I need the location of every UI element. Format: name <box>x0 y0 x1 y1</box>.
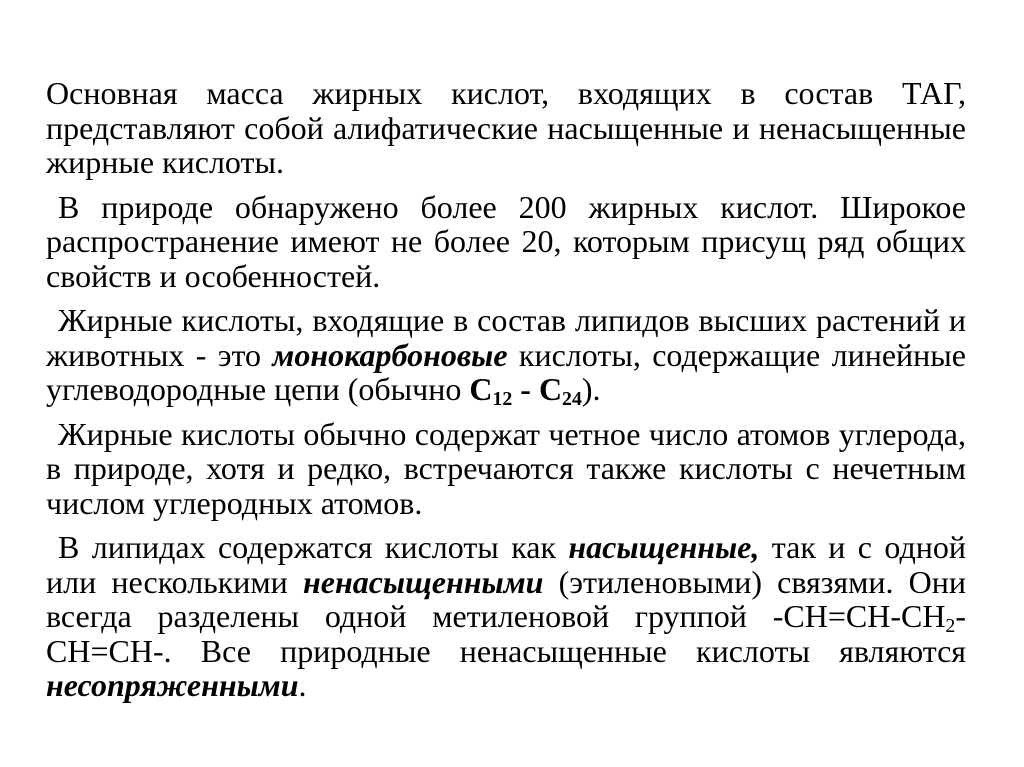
term-saturated: насыщенные, <box>568 529 760 565</box>
formula-c24-letter: C <box>538 371 563 407</box>
paragraph-5-text-after: . <box>298 667 307 703</box>
formula-c24 <box>538 371 582 410</box>
paragraph-2 <box>46 190 966 294</box>
paragraph-3 <box>46 302 966 410</box>
formula-c12-subscript: 12 <box>492 387 513 410</box>
term-monocarboxylic: монокарбоновые <box>272 336 508 373</box>
formula-c12-letter: C <box>469 371 493 407</box>
term-unsaturated: ненасыщенными <box>302 563 544 600</box>
paragraph-3-text-before: Жирные кислоты, входящие в состав липидов высших растений и животных - это <box>46 302 966 373</box>
formula-c24-subscript: 24 <box>562 387 582 410</box>
paragraph-3-text-after: ). <box>581 371 601 407</box>
paragraph-1 <box>46 76 966 180</box>
term-nonconjugated: несопряженными <box>46 667 299 703</box>
paragraph-5 <box>46 530 966 703</box>
paragraph-5-text-before: В липидах содержатся кислоты как <box>58 529 569 565</box>
slide-body <box>46 76 966 713</box>
paragraph-4-text: Жирные кислоты обычно содержат четное число атомов углерода, в природе, хотя и редко, встречаются также кислоты с нечетным числом углеродных атомов. <box>46 415 966 521</box>
formula-ch2-subscript: 2 <box>945 614 956 637</box>
paragraph-4 <box>46 417 966 521</box>
paragraph-2-text: В природе обнаружено более 200 жирных кислот. Широкое распространение имеют не более 20, которым присущ ряд общих свойств и особенностей. <box>46 188 966 294</box>
paragraph-5-text-middle-3: -CH=CH-. Все природные ненасыщенные кислоты являются <box>46 598 966 669</box>
formula-c12 <box>469 371 513 410</box>
paragraph-5-text-middle-1: так и с одной или несколькими <box>46 529 967 600</box>
paragraph-3-text-middle: кислоты, содержащие линейные углеводородные цепи (обычно <box>46 336 966 407</box>
formula-dash: - <box>512 371 539 407</box>
paragraph-5-text-middle-2: (этиленовыми) связями. Они всегда разделены одной метиленовой группой -CH=CH-CH <box>46 563 967 634</box>
paragraph-1-text: Основная масса жирных кислот, входящих в состав ТАГ, представляют собой алифатические насыщенные и ненасыщенные жирные кислоты. <box>46 75 966 180</box>
